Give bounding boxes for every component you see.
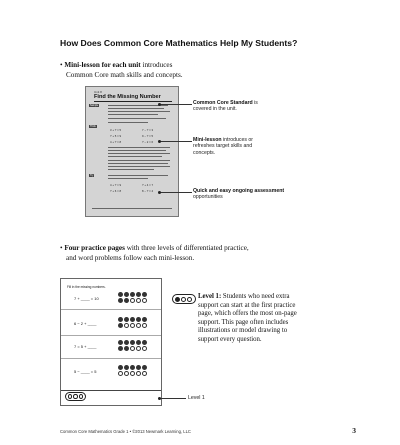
counter-dot xyxy=(136,365,141,370)
callout-body: introduces or refreshes target skills and concepts. xyxy=(193,137,253,156)
practice-equation: 6 − 2 + ____ xyxy=(74,321,97,326)
practice-directions: Fill in the missing numbers. xyxy=(67,285,106,289)
bullet-symbol: • xyxy=(60,61,63,69)
counter-dot xyxy=(130,292,135,297)
thumb-text-line xyxy=(108,163,168,164)
counter-dot xyxy=(136,298,141,303)
counter-dot xyxy=(130,365,135,370)
counter-dot xyxy=(118,365,123,370)
thumb-text-line xyxy=(108,150,166,151)
practice-page-thumbnail xyxy=(60,278,162,406)
thumb-equation: 7 − ? = 3 xyxy=(142,128,154,132)
level-1-badge xyxy=(172,294,196,304)
practice-line2: and word problems follow each mini-lesson. xyxy=(66,254,195,262)
callout-bold: Common Core Standard xyxy=(193,100,253,106)
level-circle-filled xyxy=(175,297,180,302)
counter-dot xyxy=(130,340,135,345)
level-1-description xyxy=(198,293,302,345)
counter-dot xyxy=(118,323,123,328)
counter-dot xyxy=(118,292,123,297)
callout-connector xyxy=(160,398,186,399)
thumb-equation: ? − 2 = 6 xyxy=(142,140,154,144)
thumb-text-line xyxy=(108,175,168,176)
counter-dot xyxy=(136,292,141,297)
page-footer-rule xyxy=(61,390,161,391)
counter-dot xyxy=(136,340,141,345)
lesson-page-thumbnail xyxy=(85,86,179,217)
thumb-equation: 9 − ? = 5 xyxy=(142,134,154,138)
bullet-symbol: • xyxy=(60,244,63,252)
callout-dot xyxy=(158,140,161,143)
thumb-text-line xyxy=(108,153,170,154)
thumb-equation: ? + 5 = 9 xyxy=(110,134,122,138)
counter-dot xyxy=(118,346,123,351)
level-circle xyxy=(73,394,77,399)
level-circle xyxy=(187,297,192,302)
thumb-text-line xyxy=(108,147,170,148)
thumb-text-line xyxy=(108,169,154,170)
counter-dot xyxy=(124,317,129,322)
callout-body: is covered in the unit. xyxy=(193,100,258,113)
counter-dot xyxy=(118,317,123,322)
thumb-footer-rule xyxy=(92,208,172,209)
counter-dot xyxy=(142,371,147,376)
practice-equation: 7 + ____ = 10 xyxy=(74,296,99,301)
level-1-body: Students who need extra support can start at the first practice page, which offers the most on-page support. This page often includes illustrations or model drawing to support every question. xyxy=(198,293,297,343)
thumb-text-line xyxy=(108,114,158,115)
thumb-text-line xyxy=(108,160,170,161)
callout-connector xyxy=(160,104,192,105)
practice-rest: with three levels of differentiated practice, xyxy=(124,244,249,252)
counter-dot xyxy=(124,340,129,345)
thumb-equation: 4 + ? = 9 xyxy=(110,183,122,187)
level-circle xyxy=(181,297,186,302)
counter-dot xyxy=(124,298,129,303)
level-circle xyxy=(79,394,83,399)
practice-equation: 5 − ____ = 5 xyxy=(74,369,97,374)
callout-connector xyxy=(160,141,192,142)
problem-divider xyxy=(61,358,161,359)
callout-connector xyxy=(160,192,192,193)
counter-dot xyxy=(118,340,123,345)
level-1-heading: Level 1: xyxy=(198,293,222,300)
callout-bold: Quick and easy ongoing assessment xyxy=(193,188,285,194)
counter-dot xyxy=(130,346,135,351)
counter-dot xyxy=(118,298,123,303)
counters-grid xyxy=(118,340,147,351)
thumb-text-line xyxy=(108,111,170,112)
page-title: How Does Common Core Mathematics Help My Students? xyxy=(60,38,298,48)
counter-dot xyxy=(136,323,141,328)
thumb-tag: Think xyxy=(90,125,96,128)
thumb-text-line xyxy=(108,118,166,119)
counter-dot xyxy=(130,298,135,303)
thumb-text-line xyxy=(108,178,148,179)
counter-dot xyxy=(124,323,129,328)
callout-body: opportunities xyxy=(193,194,223,201)
practice-lead: Four practice pages xyxy=(64,244,125,252)
page-number: 3 xyxy=(352,426,356,435)
counters-grid xyxy=(118,292,147,303)
thumb-equation: 3 + ? = 5 xyxy=(110,128,122,132)
practice-equation: 7 = 5 + ____ xyxy=(74,344,97,349)
callout-bold: Mini-lesson xyxy=(193,137,222,143)
thumb-equation: 4 + ? = 8 xyxy=(110,140,122,144)
counter-dot xyxy=(130,323,135,328)
counter-dot xyxy=(142,292,147,297)
callout-mini-lesson xyxy=(193,137,273,156)
thumb-equation: 8 − ? = 4 xyxy=(142,189,154,193)
thumb-equation: ? + 4 = 7 xyxy=(142,183,154,187)
level-circle xyxy=(68,394,72,399)
thumb-tag: Sample xyxy=(90,104,99,107)
counter-dot xyxy=(136,371,141,376)
callout-dot xyxy=(158,397,161,400)
problem-divider xyxy=(61,335,161,336)
counters-grid xyxy=(118,317,147,328)
thumb-unit-label: Unit 8 xyxy=(94,90,102,94)
thumb-equation: ? + 6 = 8 xyxy=(110,189,122,193)
mini-lesson-line2: Common Core math skills and concepts. xyxy=(66,71,183,79)
level-1-label: Level 1 xyxy=(188,395,205,401)
counter-dot xyxy=(142,365,147,370)
mini-lesson-bullet xyxy=(60,60,172,70)
counter-dot xyxy=(142,346,147,351)
counter-dot xyxy=(130,317,135,322)
thumb-text-line xyxy=(108,108,164,109)
counter-dot xyxy=(124,346,129,351)
counter-dot xyxy=(142,298,147,303)
thumb-lesson-title: Find the Missing Number xyxy=(94,94,172,102)
counter-dot xyxy=(130,371,135,376)
thumb-tag: Try xyxy=(90,174,94,177)
practice-bullet xyxy=(60,243,249,253)
counter-dot xyxy=(142,323,147,328)
counter-dot xyxy=(124,365,129,370)
callout-dot xyxy=(158,103,161,106)
counter-dot xyxy=(136,317,141,322)
counter-dot xyxy=(136,346,141,351)
mini-lesson-lead: Mini-lesson for each unit xyxy=(64,61,141,69)
footer-copyright: Common Core Mathematics Grade 1 • ©2013 Newmark Learning, LLC xyxy=(60,429,191,434)
callout-dot xyxy=(158,191,161,194)
problem-divider xyxy=(61,309,161,310)
counter-dot xyxy=(142,340,147,345)
level-1-indicator xyxy=(65,392,86,401)
callout-assessment xyxy=(193,188,288,201)
counter-dot xyxy=(124,371,129,376)
thumb-text-line xyxy=(108,166,170,167)
counters-grid xyxy=(118,365,147,376)
counter-dot xyxy=(124,292,129,297)
mini-lesson-rest: introduces xyxy=(140,61,173,69)
callout-standard xyxy=(193,100,273,113)
thumb-text-line xyxy=(108,122,148,123)
counter-dot xyxy=(118,371,123,376)
counter-dot xyxy=(142,317,147,322)
thumb-text-line xyxy=(108,156,162,157)
